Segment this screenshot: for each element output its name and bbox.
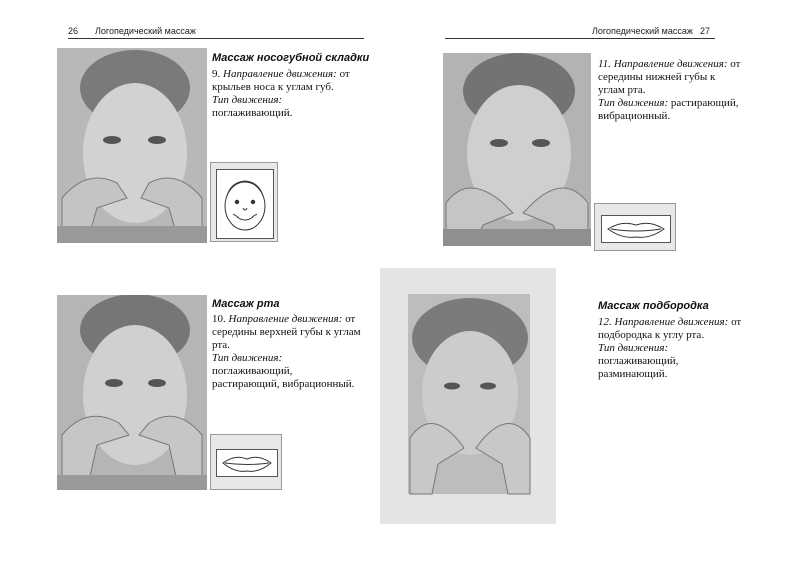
section-text-11 xyxy=(598,58,742,123)
section-title-mouth: Массаж рта xyxy=(212,298,280,310)
face-sketch-frame xyxy=(216,169,274,239)
type-text-12: поглаживающий, разминающий. xyxy=(598,355,679,380)
section-text-10 xyxy=(212,313,362,391)
right-running-head: Логопедический массаж xyxy=(592,26,693,36)
type-text-11: растирающий, вибрационный. xyxy=(598,97,739,122)
lips-sketch-11-frame xyxy=(601,215,671,243)
section-title-chin: Массаж подбородка xyxy=(598,300,709,312)
direction-text-11: от середины нижней губы к углам рта. xyxy=(598,58,741,96)
direction-label-9: Направление движения: xyxy=(223,68,337,80)
type-text-10: поглаживающий, растирающий, вибрационный. xyxy=(212,365,355,390)
face-sketch-9 xyxy=(210,162,278,242)
lips-sketch-11 xyxy=(594,203,676,251)
massage-photo-chin xyxy=(380,268,556,524)
direction-text-9: от крыльев носа к углам губ. xyxy=(212,68,350,93)
type-label-10: Тип движения: xyxy=(212,352,283,364)
direction-label-10: Направление движения: xyxy=(228,313,343,325)
direction-label-12: Направление движения: xyxy=(614,316,729,328)
right-header-rule xyxy=(445,38,715,39)
left-header-rule xyxy=(68,38,364,39)
type-text-9: поглаживающий. xyxy=(212,107,293,119)
direction-label-11: Направление движения: xyxy=(613,58,728,70)
section-text-12 xyxy=(598,316,742,381)
section-text-9 xyxy=(212,68,362,120)
step-number-11: 11. xyxy=(598,58,611,70)
lips-sketch-frame xyxy=(216,449,278,477)
lips-sketch-10 xyxy=(210,434,282,490)
step-number-12: 12. xyxy=(598,316,612,328)
section-title-nasolabial: Массаж носогубной складки xyxy=(212,52,370,64)
left-running-head: Логопедический массаж xyxy=(95,26,196,36)
massage-photo-lower-lip xyxy=(443,53,591,246)
type-label-9: Тип движения: xyxy=(212,94,283,106)
step-number-9: 9. xyxy=(212,68,221,80)
step-number-10: 10. xyxy=(212,313,226,325)
direction-text-12: от подбородка к углу рта. xyxy=(598,316,742,341)
type-label-12: Тип движения: xyxy=(598,342,669,354)
massage-photo-nasolabial xyxy=(57,48,207,243)
massage-photo-mouth xyxy=(57,295,207,490)
type-label-11: Тип движения: xyxy=(598,97,669,109)
direction-text-10: от середины верхней губы к углам рта. xyxy=(212,313,361,351)
right-page-number: 27 xyxy=(700,26,711,36)
left-page-number: 26 xyxy=(68,26,79,36)
